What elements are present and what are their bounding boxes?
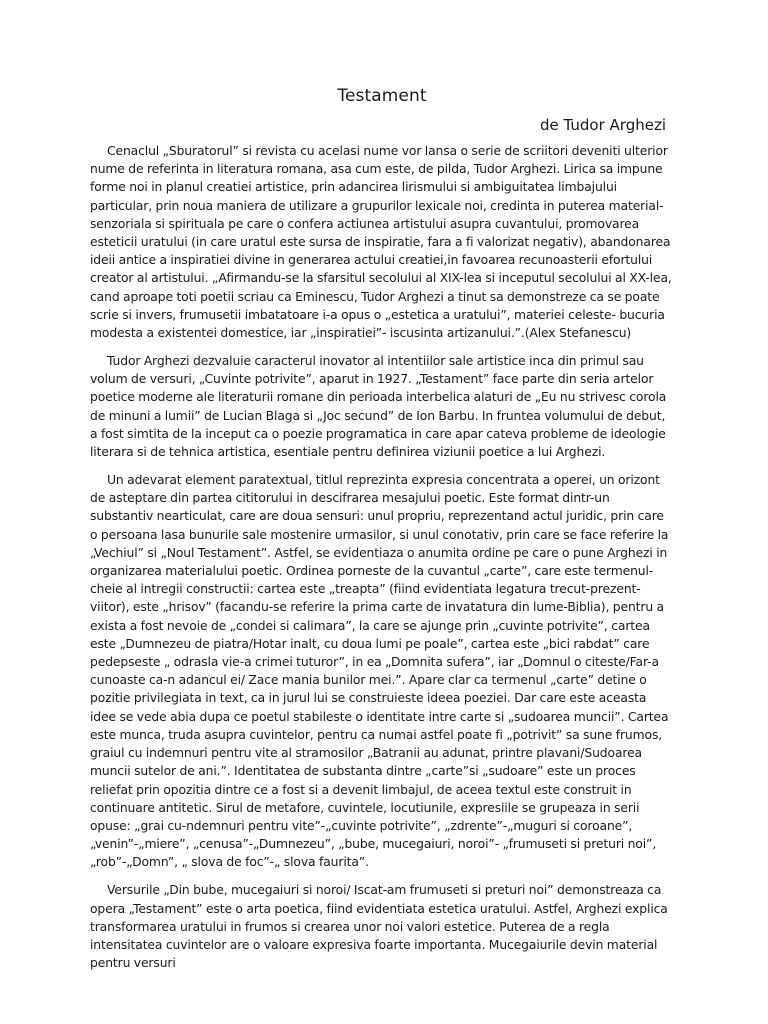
paragraph-context: Tudor Arghezi dezvaluie caracterul inovator al intentiilor sale artistice inca din primul sau volum de versuri, „Cuvinte potrivite”, aparut in 1927. „Testament” face parte din seria artelor poetice moderne ale literaturii romane din perioada interbelica alaturi de „Eu nu strivesc corola de minuni a lumii” de Lucian Blaga si „Joc secund” de Ion Barbu. In fruntea volumului de debut, a fost simtita de la inceput ca o poezie programatica in care apar cateva probleme de ideologie literara si de tehnica artistica, esentiale pentru definirea viziunii poetice a lui Arghezi. (90, 354, 667, 460)
paragraph-intro: Cenaclul „Sburatorul” si revista cu acelasi nume vor lansa o serie de scriitori deveniti ulterior nume de referinta in literatura romana, asa cum este, de pilda, Tudor Arghezi. Lirica sa impune forme noi in planul creatiei artistice, prin adancirea lirismului si ambiguitatea limbajului particular, prin noua maniera de utilizare a grupurilor lexicale noi, credinta in puterea material-senzoriala si spirituala pe care o confera actiunea artistului asupra cuvantului, promovarea esteticii uratului (in care uratul este sursa de inspiratie, fara a fi valorizat negativ), abandonarea ideii antice a inspiratiei divine in generarea actului creatiei,in favoarea recunoasterii efortului creator al artistului. „Afirmandu-se la sfarsitul secolului al XIX-lea si inceputul secolului al XX-lea, cand aproape toti poetii scriau ca Eminescu, Tudor Arghezi a tinut sa demonstreze ca se poate scrie si invers, frumusetii imbatatoare i-a opus o „estetica a uratului”, materiei celeste- bucuria modesta a existentei domestice, iar „inspiratiei”- iscusinta artizanului.”.(Alex Stefanescu) (90, 144, 672, 341)
paragraph-title-analysis: Un adevarat element paratextual, titlul reprezinta expresia concentrata a operei, un orizont de asteptare din partea cititorului in descifrarea mesajului poetic. Este format dintr-un substantiv nearticulat, care are doua sensuri: unul propriu, reprezentand actul juridic, prin care o persoana lasa bunurile sale mostenire urmasilor, si unul conotativ, prin care se face referire la „Vechiul” si „Noul Testament”. Astfel, se evidentiaza o anumita ordine pe care o pune Arghezi in organizarea materialului poetic. Ordinea porneste de la cuvantul „carte”, care este termenul-cheie al intregii constructii: cartea este „treapta” (fiind evidentiata legatura trecut-prezent-viitor), este „hrisov” (facandu-se referire la prima carte de invatatura din lume-Biblia), pentru a exista a fost nevoie de „condei si calimara”, la care se ajunge prin „cuvinte potrivite”, cartea este „Dumnezeu de piatra/Hotar inalt, cu doua lumi pe poale”, cartea este „bici rabdat” care pedepseste „ odrasla vie-a crimei tuturor”, in ea „Domnita sufera”, iar „Domnul o citeste/Far-a cunoaste ca-n adancul ei/ Zace mania bunilor mei.”. Apare clar ca termenul „carte” detine o pozitie privilegiata in text, ca in jurul lui se construieste ideea poeziei. Dar care este aceasta idee se vede abia dupa ce poetul stabileste o identitate intre carte si „sudoarea muncii”. Cartea este munca, truda asupra cuvintelor, pentru ca numai astfel poate fi „potrivit” sa sune frumos, graiul cu indemnuri pentru vite al stramosilor „Batranii au adunat, printre plavani/Sudoarea muncii sutelor de ani.”. Identitatea de substanta dintre „carte”si „sudoare” este un proces reliefat prin opozitia dintre ce a fost si a devenit limbajul, de aceea textul este construit in continuare antitetic. Sirul de metafore, cuvintele, locutiunile, expresiile se grupeaza in serii opuse: „grai cu-ndemnuri pentru vite”-„cuvinte potrivite”, „zdrente”-„muguri si coroane”, „venin”-„miere”, „cenusa”-„Dumnezeu”, „bube, mucegaiuri, noroi”- „frumuseti si preturi noi”, „rob”-„Domn”, „ slova de foc”-„ slova faurita”. (90, 473, 669, 870)
document-author: de Tudor Arghezi (539, 116, 666, 134)
document-title: Testament (337, 86, 427, 106)
paragraph-aesthetics: Versurile „Din bube, mucegaiuri si noroi/ Iscat-am frumuseti si preturi noi” demonstreaza ca opera „Testament” este o arta poetica, fiind evidentiata estetica uratului. Astfel, Arghezi explica transformarea uratului in frumos si crearea unor noi valori estetice. Puterea de a regla intensitatea cuvintelor are o valoare expresiva foarte importanta. Mucegaiurile devin material pentru versuri (90, 883, 668, 971)
